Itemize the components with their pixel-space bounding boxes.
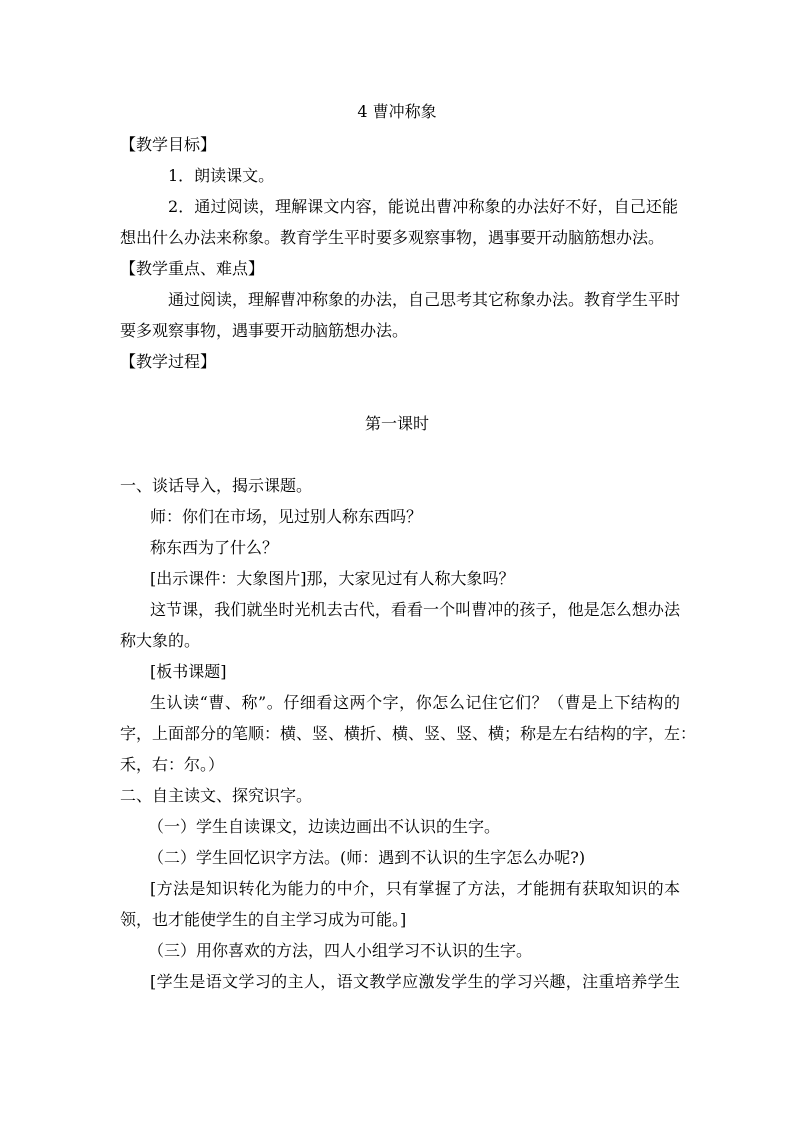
part-1-heading: 一、谈话导入，揭示课题。 — [120, 476, 313, 495]
key-points-line-2: 要多观察事物，遇事要开动脑筋想办法。 — [120, 321, 409, 340]
goal-item-2-line-1: 2．通过阅读，理解课文内容，能说出曹冲称象的办法好不好，自己还能 — [168, 197, 678, 216]
paragraph-line: 字，上面部分的笔顺：横、竖、横折、横、竖、竖、横；称是左右结构的字，左： — [120, 724, 697, 743]
paragraph-line: 称东西为了什么？ — [150, 538, 279, 557]
lesson-title: 第一课时 — [364, 414, 429, 433]
paragraph-line: [学生是语文学习的主人，语文教学应激发学生的学习兴趣，注重培养学生 — [150, 972, 680, 991]
part-2-heading: 二、自主读文、探究识字。 — [120, 786, 313, 805]
paragraph-line: [方法是知识转化为能力的中介，只有掌握了方法，才能拥有获取知识的本 — [150, 879, 680, 898]
page-title: 4 曹冲称象 — [357, 102, 437, 121]
paragraph-line: （一）学生自读课文，边读边画出不认识的生字。 — [148, 817, 501, 836]
paragraph-line: （二）学生回忆识字方法。(师：遇到不认识的生字怎么办呢?) — [148, 848, 586, 867]
paragraph-line: （三）用你喜欢的方法，四人小组学习不认识的生字。 — [148, 941, 533, 960]
goal-item-2-line-2: 想出什么办法来称象。教育学生平时要多观察事物，遇事要开动脑筋想办法。 — [120, 228, 665, 247]
paragraph-line: 禾，右：尔。） — [120, 755, 225, 774]
goal-item-1: 1．朗读课文。 — [168, 166, 275, 185]
section-heading-goals: 【教学目标】 — [120, 135, 217, 154]
paragraph-line: 领，也才能使学生的自主学习成为可能。] — [120, 910, 407, 929]
section-heading-key-points: 【教学重点、难点】 — [120, 259, 265, 278]
key-points-line-1: 通过阅读，理解曹冲称象的办法，自己思考其它称象办法。教育学生平时 — [168, 290, 681, 309]
paragraph-line: [出示课件：大象图片]那，大家见过有人称大象吗？ — [150, 569, 515, 588]
paragraph-line: [板书课题] — [150, 662, 227, 681]
section-heading-process: 【教学过程】 — [120, 352, 217, 371]
paragraph-line: 称大象的。 — [120, 631, 201, 650]
paragraph-line: 生认读“曹、称”。仔细看这两个字，你怎么记住它们？（曹是上下结构的 — [150, 693, 680, 712]
paragraph-line: 师：你们在市场，见过别人称东西吗？ — [150, 507, 423, 526]
paragraph-line: 这节课，我们就坐时光机去古代，看看一个叫曹冲的孩子，他是怎么想办法 — [150, 600, 680, 619]
